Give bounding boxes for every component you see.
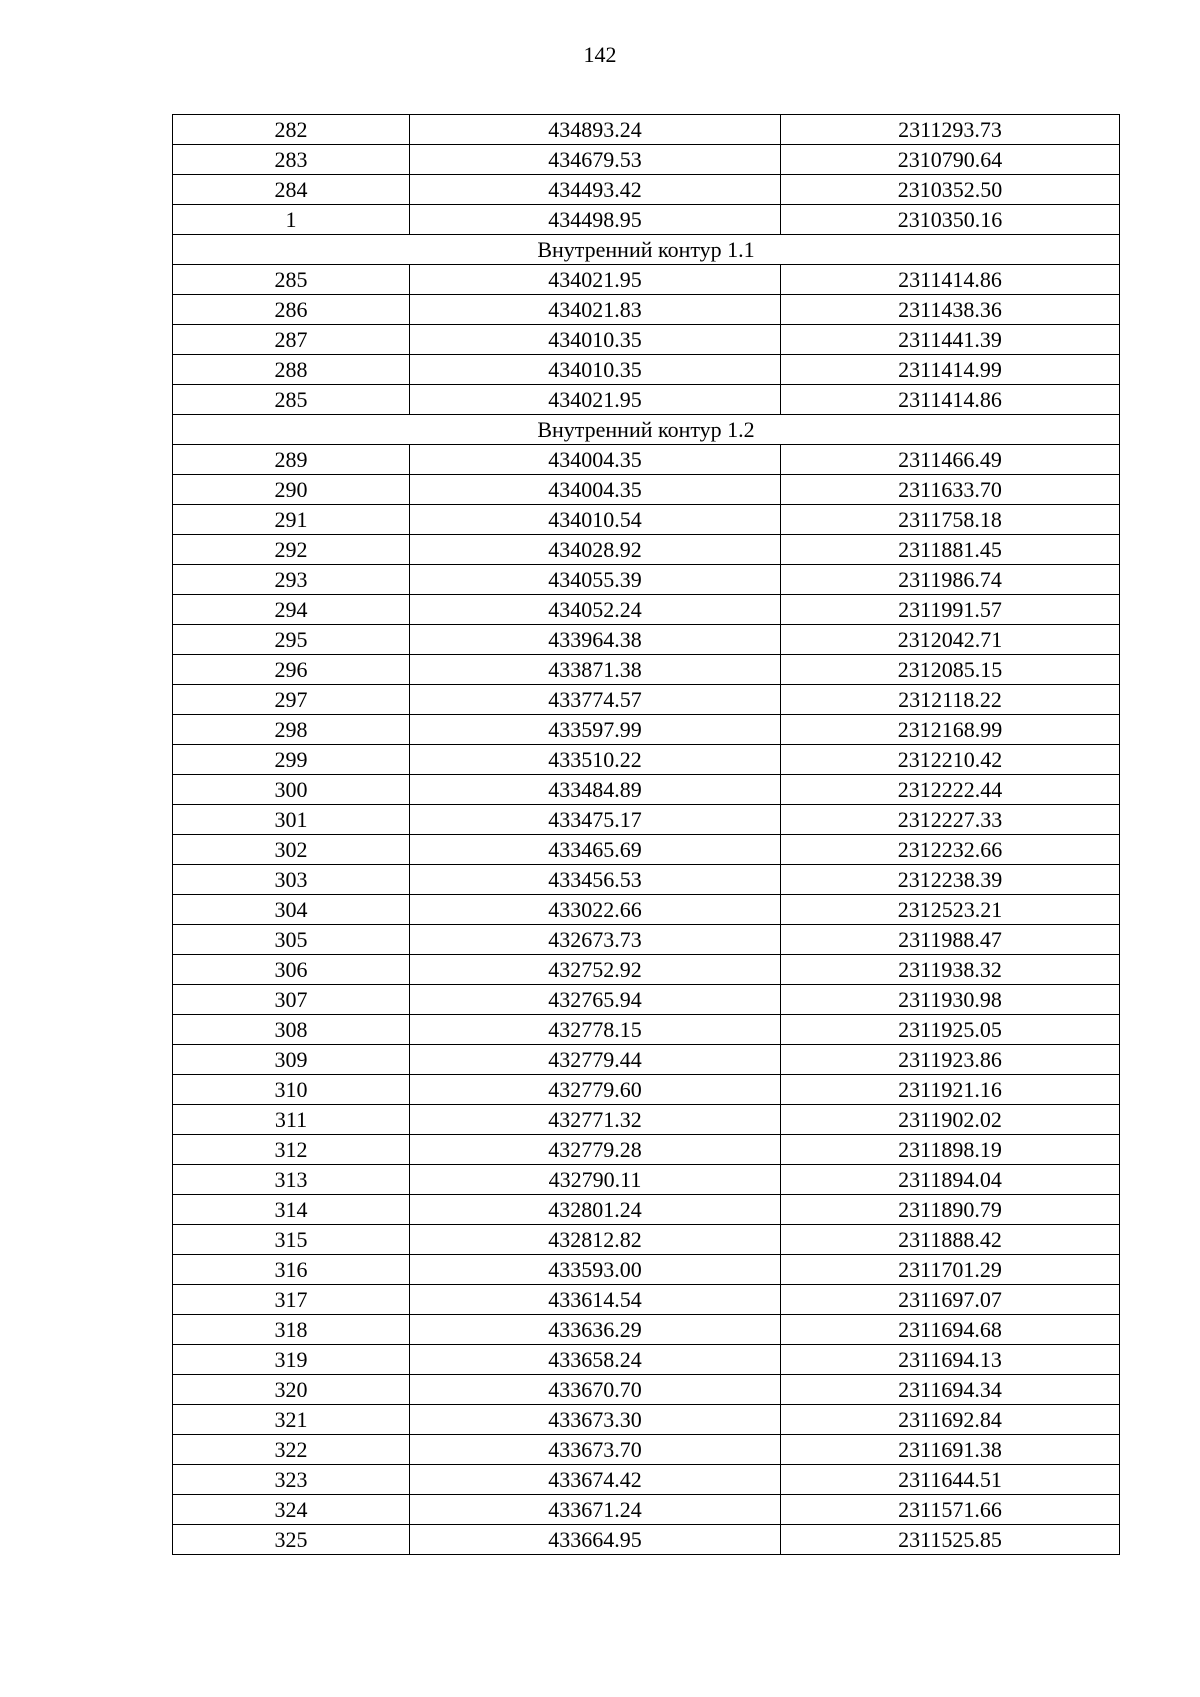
table-row [173, 655, 1120, 685]
x-coordinate-cell: 432765.94 [410, 985, 781, 1015]
y-coordinate-cell: 2312222.44 [781, 775, 1120, 805]
table-row [173, 1195, 1120, 1225]
point-number-cell: 286 [173, 295, 410, 325]
x-coordinate-cell: 434010.35 [410, 325, 781, 355]
x-coordinate-cell: 434893.24 [410, 115, 781, 145]
y-coordinate-cell: 2311644.51 [781, 1465, 1120, 1495]
table-row [173, 1285, 1120, 1315]
table-row [173, 1105, 1120, 1135]
x-coordinate-cell: 434498.95 [410, 205, 781, 235]
table-row [173, 595, 1120, 625]
table-row [173, 295, 1120, 325]
table-row [173, 1135, 1120, 1165]
section-heading: Внутренний контур 1.1 [173, 235, 1120, 265]
point-number-cell: 309 [173, 1045, 410, 1075]
x-coordinate-cell: 433022.66 [410, 895, 781, 925]
x-coordinate-cell: 433475.17 [410, 805, 781, 835]
point-number-cell: 324 [173, 1495, 410, 1525]
x-coordinate-cell: 432779.28 [410, 1135, 781, 1165]
x-coordinate-cell: 434010.35 [410, 355, 781, 385]
table-row [173, 1495, 1120, 1525]
x-coordinate-cell: 432673.73 [410, 925, 781, 955]
x-coordinate-cell: 433636.29 [410, 1315, 781, 1345]
y-coordinate-cell: 2311525.85 [781, 1525, 1120, 1555]
x-coordinate-cell: 433597.99 [410, 715, 781, 745]
point-number-cell: 320 [173, 1375, 410, 1405]
point-number-cell: 307 [173, 985, 410, 1015]
x-coordinate-cell: 432779.44 [410, 1045, 781, 1075]
point-number-cell: 296 [173, 655, 410, 685]
x-coordinate-cell: 433670.70 [410, 1375, 781, 1405]
y-coordinate-cell: 2312210.42 [781, 745, 1120, 775]
table-row [173, 835, 1120, 865]
point-number-cell: 316 [173, 1255, 410, 1285]
x-coordinate-cell: 432790.11 [410, 1165, 781, 1195]
x-coordinate-cell: 433456.53 [410, 865, 781, 895]
point-number-cell: 300 [173, 775, 410, 805]
x-coordinate-cell: 433658.24 [410, 1345, 781, 1375]
y-coordinate-cell: 2311697.07 [781, 1285, 1120, 1315]
y-coordinate-cell: 2311441.39 [781, 325, 1120, 355]
y-coordinate-cell: 2311923.86 [781, 1045, 1120, 1075]
table-row [173, 445, 1120, 475]
x-coordinate-cell: 432812.82 [410, 1225, 781, 1255]
x-coordinate-cell: 434055.39 [410, 565, 781, 595]
y-coordinate-cell: 2311921.16 [781, 1075, 1120, 1105]
y-coordinate-cell: 2312085.15 [781, 655, 1120, 685]
table-row [173, 565, 1120, 595]
point-number-cell: 303 [173, 865, 410, 895]
y-coordinate-cell: 2311890.79 [781, 1195, 1120, 1225]
point-number-cell: 314 [173, 1195, 410, 1225]
table-row [173, 625, 1120, 655]
y-coordinate-cell: 2311991.57 [781, 595, 1120, 625]
x-coordinate-cell: 434052.24 [410, 595, 781, 625]
y-coordinate-cell: 2311925.05 [781, 1015, 1120, 1045]
table-row [173, 685, 1120, 715]
point-number-cell: 292 [173, 535, 410, 565]
table-row [173, 895, 1120, 925]
point-number-cell: 323 [173, 1465, 410, 1495]
table-row [173, 1405, 1120, 1435]
y-coordinate-cell: 2311414.99 [781, 355, 1120, 385]
table-row [173, 205, 1120, 235]
x-coordinate-cell: 434004.35 [410, 445, 781, 475]
x-coordinate-cell: 433465.69 [410, 835, 781, 865]
point-number-cell: 290 [173, 475, 410, 505]
table-row [173, 1345, 1120, 1375]
section-heading-row [173, 415, 1120, 445]
table-row [173, 985, 1120, 1015]
table-row [173, 385, 1120, 415]
y-coordinate-cell: 2311691.38 [781, 1435, 1120, 1465]
y-coordinate-cell: 2312168.99 [781, 715, 1120, 745]
y-coordinate-cell: 2311894.04 [781, 1165, 1120, 1195]
y-coordinate-cell: 2311466.49 [781, 445, 1120, 475]
x-coordinate-cell: 433673.30 [410, 1405, 781, 1435]
x-coordinate-cell: 434028.92 [410, 535, 781, 565]
y-coordinate-cell: 2312523.21 [781, 895, 1120, 925]
table-row [173, 865, 1120, 895]
table-row [173, 715, 1120, 745]
y-coordinate-cell: 2311881.45 [781, 535, 1120, 565]
y-coordinate-cell: 2311986.74 [781, 565, 1120, 595]
coordinates-table [172, 114, 1120, 1555]
table-row [173, 1525, 1120, 1555]
y-coordinate-cell: 2311414.86 [781, 385, 1120, 415]
point-number-cell: 293 [173, 565, 410, 595]
table-row [173, 1255, 1120, 1285]
section-heading: Внутренний контур 1.2 [173, 415, 1120, 445]
point-number-cell: 302 [173, 835, 410, 865]
table-row [173, 475, 1120, 505]
x-coordinate-cell: 432752.92 [410, 955, 781, 985]
point-number-cell: 285 [173, 385, 410, 415]
point-number-cell: 313 [173, 1165, 410, 1195]
table-row [173, 1075, 1120, 1105]
y-coordinate-cell: 2311414.86 [781, 265, 1120, 295]
table-row [173, 745, 1120, 775]
point-number-cell: 306 [173, 955, 410, 985]
table-row [173, 1435, 1120, 1465]
x-coordinate-cell: 432779.60 [410, 1075, 781, 1105]
y-coordinate-cell: 2311571.66 [781, 1495, 1120, 1525]
x-coordinate-cell: 433774.57 [410, 685, 781, 715]
y-coordinate-cell: 2312238.39 [781, 865, 1120, 895]
table-row [173, 1225, 1120, 1255]
point-number-cell: 319 [173, 1345, 410, 1375]
y-coordinate-cell: 2312227.33 [781, 805, 1120, 835]
point-number-cell: 291 [173, 505, 410, 535]
table-row [173, 145, 1120, 175]
y-coordinate-cell: 2311888.42 [781, 1225, 1120, 1255]
point-number-cell: 308 [173, 1015, 410, 1045]
x-coordinate-cell: 433964.38 [410, 625, 781, 655]
point-number-cell: 317 [173, 1285, 410, 1315]
x-coordinate-cell: 433484.89 [410, 775, 781, 805]
table-row [173, 535, 1120, 565]
y-coordinate-cell: 2310352.50 [781, 175, 1120, 205]
x-coordinate-cell: 432801.24 [410, 1195, 781, 1225]
point-number-cell: 299 [173, 745, 410, 775]
y-coordinate-cell: 2311633.70 [781, 475, 1120, 505]
point-number-cell: 322 [173, 1435, 410, 1465]
y-coordinate-cell: 2311902.02 [781, 1105, 1120, 1135]
point-number-cell: 289 [173, 445, 410, 475]
point-number-cell: 284 [173, 175, 410, 205]
point-number-cell: 282 [173, 115, 410, 145]
table-row [173, 175, 1120, 205]
x-coordinate-cell: 433673.70 [410, 1435, 781, 1465]
x-coordinate-cell: 434004.35 [410, 475, 781, 505]
point-number-cell: 295 [173, 625, 410, 655]
x-coordinate-cell: 433664.95 [410, 1525, 781, 1555]
point-number-cell: 311 [173, 1105, 410, 1135]
table-row [173, 115, 1120, 145]
x-coordinate-cell: 434679.53 [410, 145, 781, 175]
point-number-cell: 298 [173, 715, 410, 745]
table-row [173, 775, 1120, 805]
y-coordinate-cell: 2311694.68 [781, 1315, 1120, 1345]
table-row [173, 1165, 1120, 1195]
y-coordinate-cell: 2311988.47 [781, 925, 1120, 955]
point-number-cell: 294 [173, 595, 410, 625]
x-coordinate-cell: 434021.95 [410, 385, 781, 415]
x-coordinate-cell: 432771.32 [410, 1105, 781, 1135]
coordinates-table-body [173, 115, 1120, 1555]
y-coordinate-cell: 2311694.34 [781, 1375, 1120, 1405]
point-number-cell: 305 [173, 925, 410, 955]
table-row [173, 1015, 1120, 1045]
point-number-cell: 285 [173, 265, 410, 295]
y-coordinate-cell: 2311692.84 [781, 1405, 1120, 1435]
table-row [173, 265, 1120, 295]
table-row [173, 325, 1120, 355]
x-coordinate-cell: 433510.22 [410, 745, 781, 775]
x-coordinate-cell: 434021.83 [410, 295, 781, 325]
y-coordinate-cell: 2311293.73 [781, 115, 1120, 145]
table-row [173, 1465, 1120, 1495]
point-number-cell: 301 [173, 805, 410, 835]
table-row [173, 355, 1120, 385]
y-coordinate-cell: 2311694.13 [781, 1345, 1120, 1375]
x-coordinate-cell: 433674.42 [410, 1465, 781, 1495]
point-number-cell: 312 [173, 1135, 410, 1165]
y-coordinate-cell: 2311758.18 [781, 505, 1120, 535]
table-row [173, 955, 1120, 985]
x-coordinate-cell: 433593.00 [410, 1255, 781, 1285]
y-coordinate-cell: 2311938.32 [781, 955, 1120, 985]
point-number-cell: 283 [173, 145, 410, 175]
point-number-cell: 321 [173, 1405, 410, 1435]
point-number-cell: 318 [173, 1315, 410, 1345]
y-coordinate-cell: 2312118.22 [781, 685, 1120, 715]
x-coordinate-cell: 434010.54 [410, 505, 781, 535]
point-number-cell: 304 [173, 895, 410, 925]
x-coordinate-cell: 434493.42 [410, 175, 781, 205]
table-row [173, 805, 1120, 835]
y-coordinate-cell: 2312232.66 [781, 835, 1120, 865]
table-row [173, 1315, 1120, 1345]
x-coordinate-cell: 433871.38 [410, 655, 781, 685]
point-number-cell: 297 [173, 685, 410, 715]
table-row [173, 505, 1120, 535]
y-coordinate-cell: 2312042.71 [781, 625, 1120, 655]
y-coordinate-cell: 2311930.98 [781, 985, 1120, 1015]
point-number-cell: 310 [173, 1075, 410, 1105]
table-row [173, 925, 1120, 955]
y-coordinate-cell: 2310350.16 [781, 205, 1120, 235]
table-row [173, 1375, 1120, 1405]
y-coordinate-cell: 2311438.36 [781, 295, 1120, 325]
point-number-cell: 288 [173, 355, 410, 385]
point-number-cell: 1 [173, 205, 410, 235]
x-coordinate-cell: 434021.95 [410, 265, 781, 295]
y-coordinate-cell: 2311701.29 [781, 1255, 1120, 1285]
y-coordinate-cell: 2311898.19 [781, 1135, 1120, 1165]
page-number: 142 [583, 42, 617, 67]
point-number-cell: 287 [173, 325, 410, 355]
point-number-cell: 315 [173, 1225, 410, 1255]
section-heading-row [173, 235, 1120, 265]
x-coordinate-cell: 433614.54 [410, 1285, 781, 1315]
x-coordinate-cell: 432778.15 [410, 1015, 781, 1045]
x-coordinate-cell: 433671.24 [410, 1495, 781, 1525]
y-coordinate-cell: 2310790.64 [781, 145, 1120, 175]
point-number-cell: 325 [173, 1525, 410, 1555]
table-row [173, 1045, 1120, 1075]
